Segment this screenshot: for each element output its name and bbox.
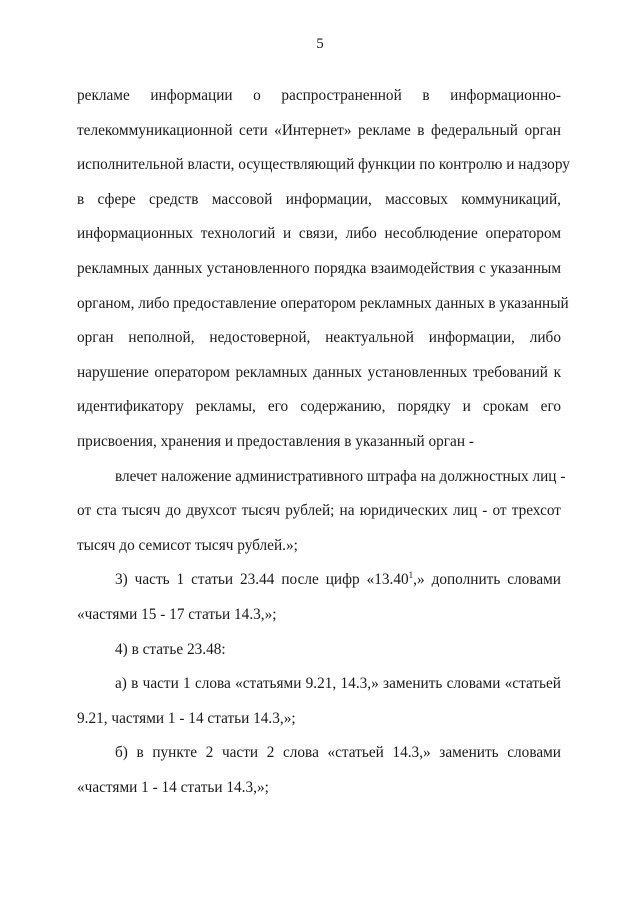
text-line: исполнительной власти, осуществляющий функции по контролю и надзору [77,156,570,174]
text-line: от ста тысяч до двухсот тысяч рублей; на юридических лиц - от трехсот [77,502,561,520]
text-line: органом, либо предоставление оператором рекламных данных в указанный [77,294,569,312]
page-number: 5 [316,36,324,52]
text-line: «частями 1 - 14 статьи 14.3,»; [77,778,269,796]
text-line: рекламных данных установленного порядка взаимодействия с указанным [77,259,561,277]
text-line: нарушение оператором рекламных данных установленных требований к [77,363,561,381]
text-line: а) в части 1 слова «статьями 9.21, 14.3,» заменить словами «статьей [115,675,561,693]
text-line: в сфере средств массовой информации, массовых коммуникаций, [77,190,561,208]
text-line: тысяч до семисот тысяч рублей.»; [77,536,298,554]
text-fragment: 3) часть 1 статьи 23.44 после цифр «13.40 [115,571,409,589]
document-body [77,79,570,805]
text-line: идентификатору рекламы, его содержанию, порядку и срокам его [77,398,561,416]
paragraph-item-4b [77,736,561,805]
text-line: влечет наложение административного штрафа на должностных лиц - [115,467,566,485]
text-line: 4) в статье 23.48: [115,640,226,658]
paragraph-continuation [77,79,570,460]
text-line: рекламе информации о распространенной в информационно- [77,87,561,104]
text-fragment: ,» дополнить словами [413,571,561,589]
paragraph-sanction [77,460,566,564]
text-line: орган неполной, недостоверной, неактуальной информации, либо [77,329,561,347]
paragraph-item-4a [77,667,561,736]
text-line: присвоения, хранения и предоставления в указанный орган - [77,432,474,450]
paragraph-item-3 [77,563,561,632]
text-line [77,563,561,598]
paragraph-item-4 [77,633,561,668]
text-line: информационных технологий и связи, либо несоблюдение оператором [77,225,561,243]
text-line: б) в пункте 2 части 2 слова «статьей 14.3,» заменить словами [115,744,561,762]
text-line: телекоммуникационной сети «Интернет» рекламе в федеральный орган [77,121,561,139]
superscript: 1 [408,570,414,581]
text-line: «частями 15 - 17 статьи 14.3,»; [77,605,277,623]
text-line: 9.21, частями 1 - 14 статьи 14.3,»; [77,709,296,727]
